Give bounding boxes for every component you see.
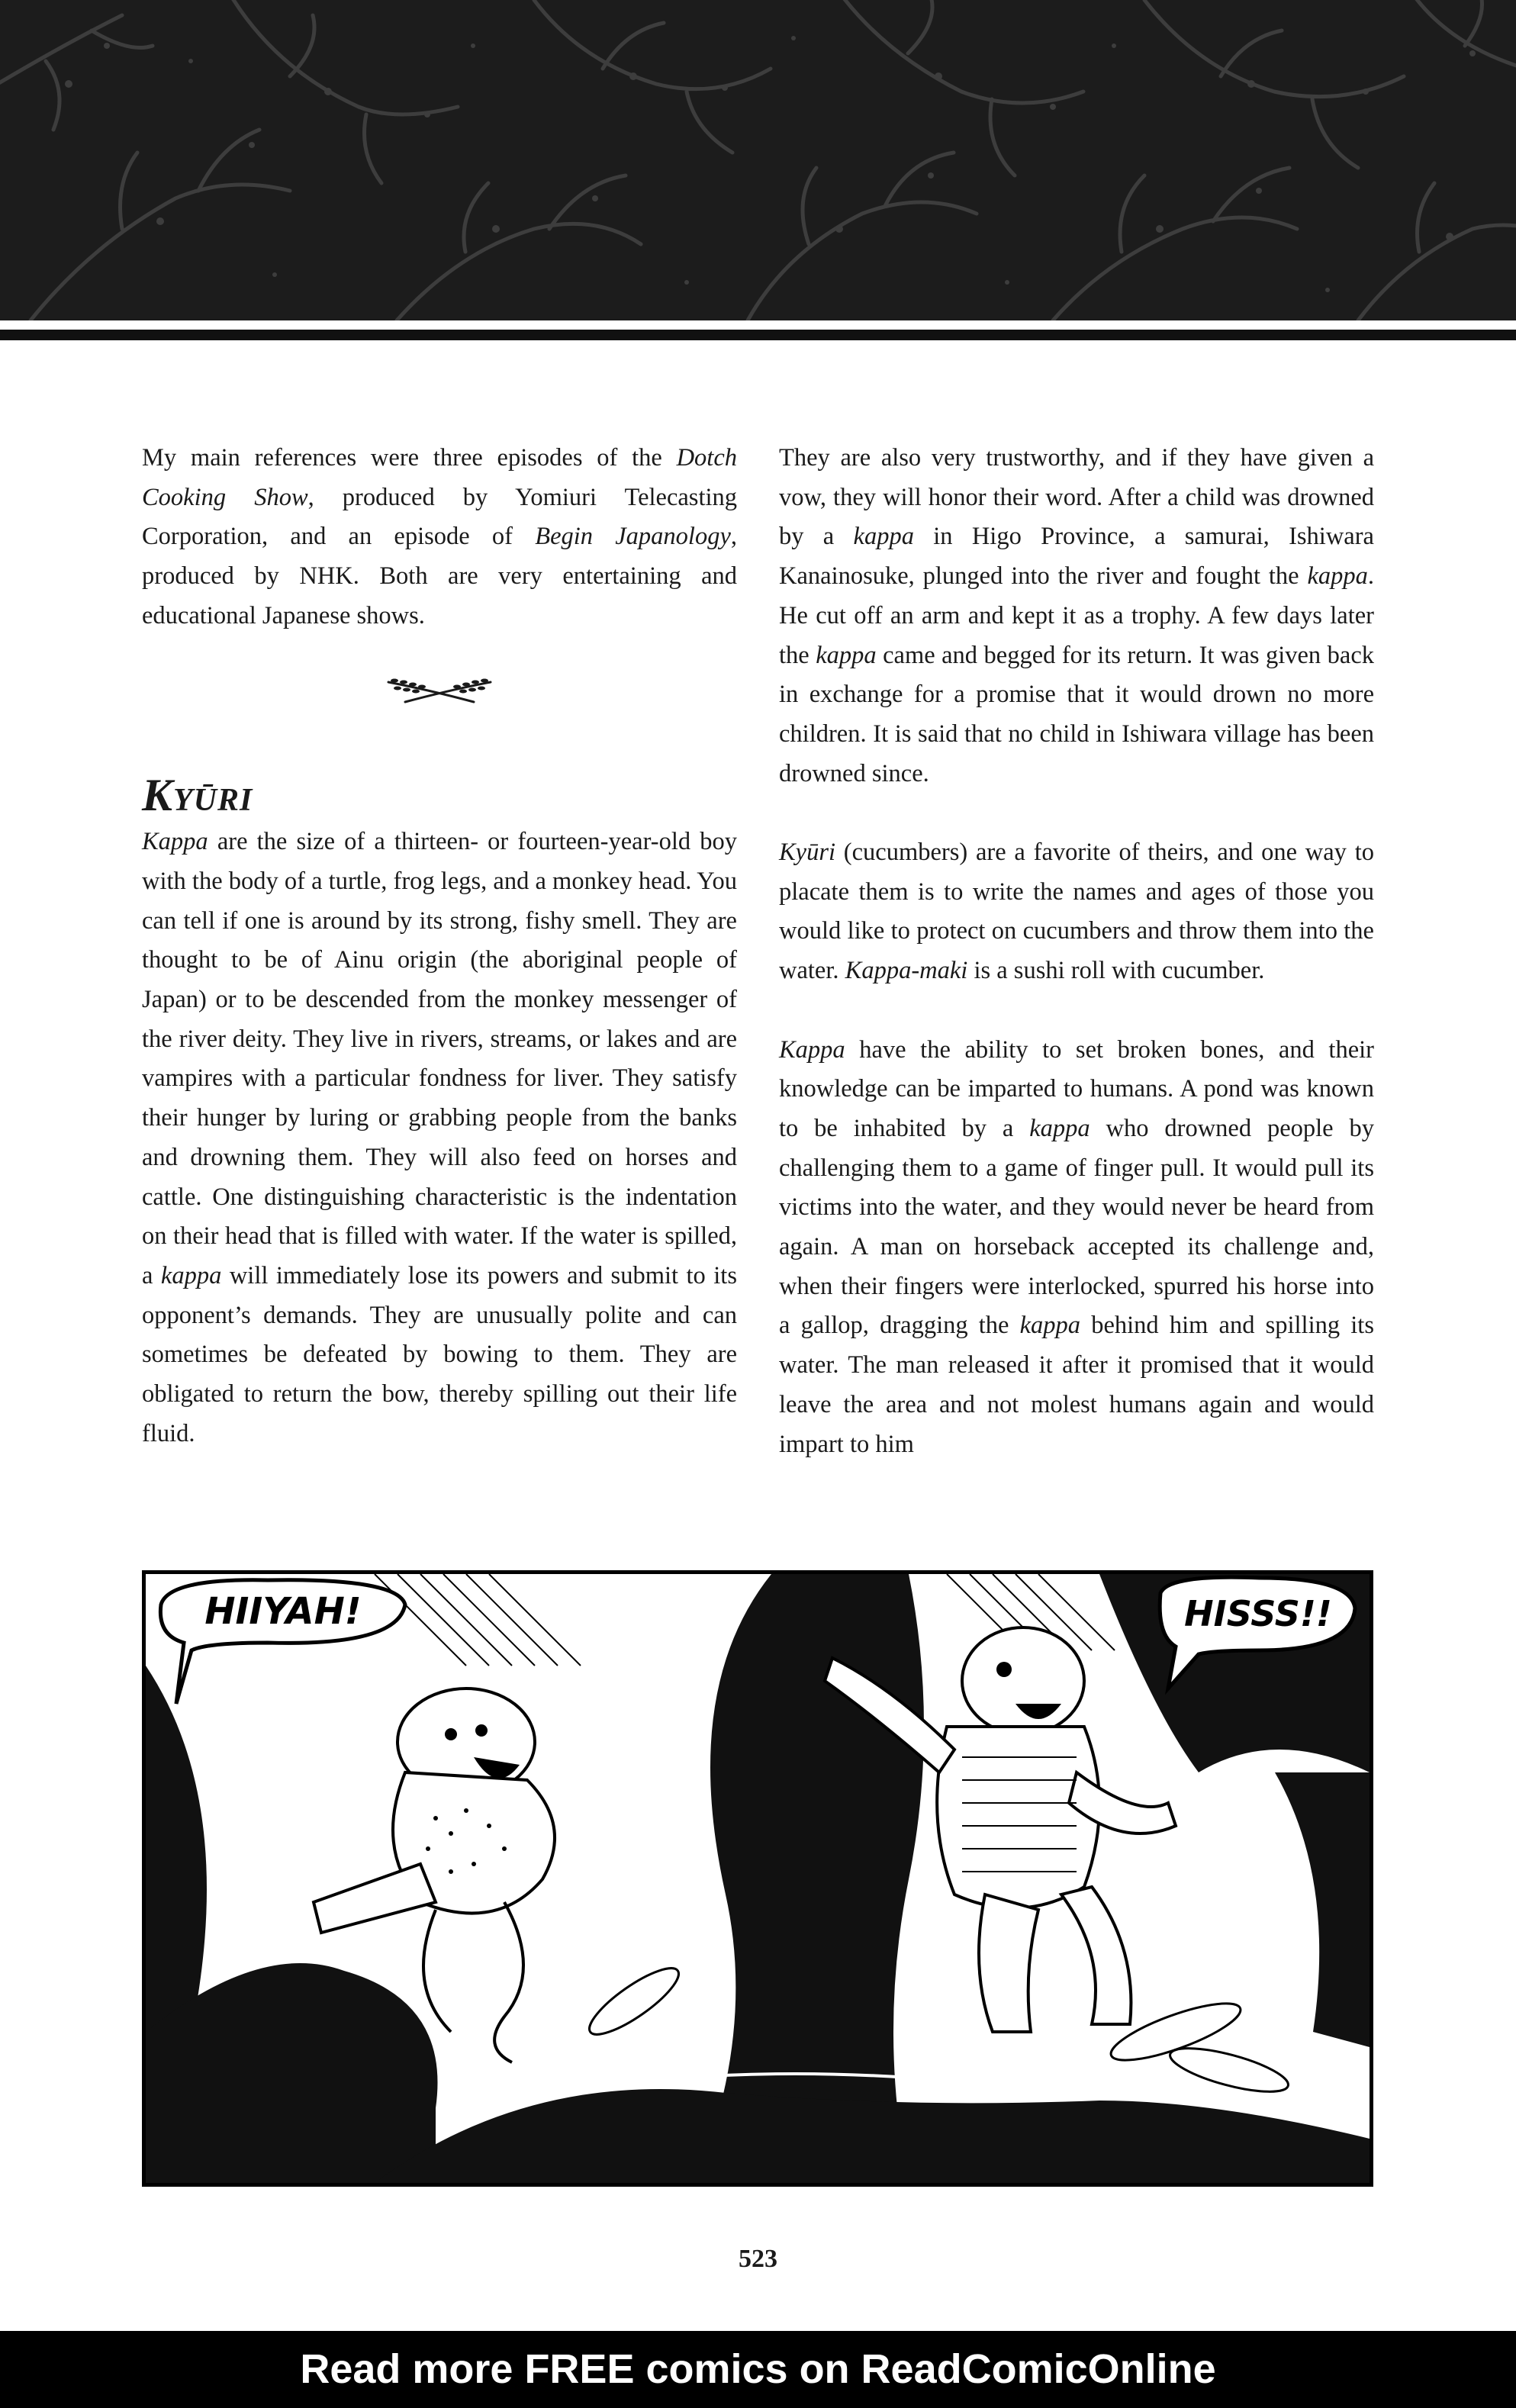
text-run: , produced by Yomiuri Telecasting Corporation, and an episode of <box>142 483 738 551</box>
footer-banner[interactable] <box>0 2331 1516 2408</box>
text-run: behind him and spilling its water. The man released it after it promised that it would leave the area and not molest humans again and would impart to him <box>779 1312 1374 1458</box>
page-number: 523 <box>739 2245 777 2273</box>
footer-link[interactable]: Read more FREE comics on ReadComicOnline <box>300 2346 1216 2392</box>
header-divider-rule <box>0 330 1516 340</box>
italic-term: kappa <box>160 1261 222 1289</box>
text-run: are the size of a thirteen- or fourteen-year-old boy with the body of a turtle, frog legs, and a monkey head. You can tell if one is around by its strong, fishy smell. They are thought to be of Ainu origin (the aboriginal people of Japan) or to be descended from the monkey messenger of the river deity. They live in rivers, streams, or lakes and are vampires with a particular fondness for liver. They satisfy their hunger by luring or grabbing people from the banks and drowning them. They will also feed on horses and cattle. One distinguishing characteristic is the indentation on their head that is filled with water. If the water is spilled, a <box>142 828 737 1289</box>
italic-term: Kappa-maki <box>845 957 968 985</box>
right-column <box>779 439 1374 1464</box>
kyuri-paragraph <box>142 823 737 1453</box>
text-run: . He cut off an arm and kept it as a trophy. A few days later the <box>779 562 1374 669</box>
text-run: have the ability to set broken bones, and their knowledge can be imparted to humans. A pond was known to be inhabited by a <box>779 1035 1374 1142</box>
text-run: who drowned people by challenging them to a game of finger pull. It would pull its victims into the water, and they would never be heard from again. A man on horseback accepted its challenge and, when their fingers were interlocked, spurred his horse into a gallop, dragging the <box>779 1114 1374 1340</box>
branch-pattern-icon <box>0 0 1516 320</box>
italic-term: Dotch Cooking Show <box>142 444 737 511</box>
crossed-branches-ornament-icon <box>382 673 497 707</box>
text-run: in Higo Province, a samurai, Ishiwara Kanainosuke, plunged into the river and fought the <box>779 523 1374 591</box>
text-run: is a sushi roll with cucumber. <box>967 957 1265 985</box>
italic-term: kappa <box>816 641 877 669</box>
header-pattern-band <box>0 0 1516 320</box>
bones-paragraph <box>779 1031 1374 1465</box>
trustworthy-paragraph <box>779 439 1374 794</box>
italic-term: kappa <box>1029 1114 1090 1142</box>
text-run: (cucumbers) are a favorite of theirs, and one way to placate them is to write the names and ages of those you would like to protect on cucumbers and throw them into the water. <box>779 839 1374 985</box>
comic-panel <box>142 1570 1373 2187</box>
italic-term: Kyūri <box>779 839 836 867</box>
italic-term: Begin Japanology <box>535 523 731 551</box>
text-run: My main references were three episodes of the <box>142 444 677 472</box>
speech-left-text: HIIYAH! <box>204 1590 362 1633</box>
intro-paragraph <box>142 439 737 636</box>
section-heading: Kyūri <box>142 770 253 821</box>
cucumber-paragraph <box>779 833 1374 991</box>
text-run: will immediately lose its powers and submit to its opponent’s demands. They are unusually polite and can sometimes be defeated by bowing to them. They are obligated to return the bow, thereby spilling out their life fluid. <box>142 1261 737 1447</box>
speech-right-text: HISSS!! <box>1184 1593 1332 1634</box>
text-run: , produced by NHK. Both are very entertaining and educational Japanese shows. <box>142 523 737 629</box>
italic-term: kappa <box>1307 562 1368 591</box>
left-column <box>142 439 737 1453</box>
italic-term: kappa <box>853 523 914 551</box>
italic-term: Kappa <box>779 1035 845 1064</box>
text-run: They are also very trustworthy, and if they have given a vow, they will honor their word. After a child was drowned by a <box>779 444 1374 551</box>
section-ornament <box>142 673 737 720</box>
kappa-fight-illustration-icon <box>146 1574 1370 2183</box>
italic-term: Kappa <box>142 828 208 856</box>
italic-term: kappa <box>1019 1312 1081 1340</box>
text-run: came and begged for its return. It was given back in exchange for a promise that it would drown no more children. It is said that no child in Ishiwara village has been drowned since. <box>779 641 1374 787</box>
